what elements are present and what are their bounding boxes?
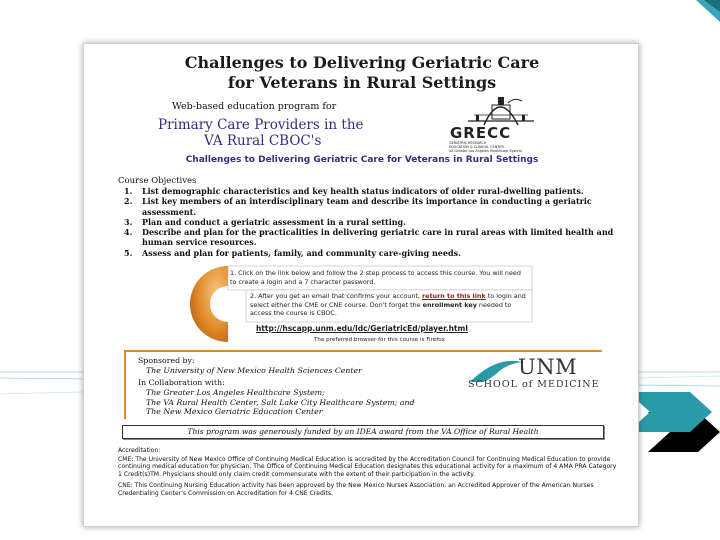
- grecc-name: GRECC: [450, 124, 512, 142]
- objective-number: 2.: [124, 196, 133, 207]
- slide-arrow-decoration: [628, 392, 720, 454]
- step-1-text: 1. Click on the link below and follow the 2 step process to access this course. You will need to create a login and a 7 character password.: [230, 269, 521, 286]
- funding-note: This program was generously funded by an IDEA award from the VA Office of Rural Health: [122, 425, 604, 439]
- enrollment-key-label: enrollment key: [422, 300, 477, 309]
- objective-text: List key members of an interdisciplinary team and describe its importance in conducting a geriatric assessment.: [142, 196, 592, 217]
- unm-logo-name: UNM: [518, 355, 578, 379]
- collab-heading: In Collaboration with:: [138, 378, 225, 387]
- slide-corner-decoration: [686, 0, 720, 34]
- grecc-line-3: VA Greater Los Angeles Healthcare System: [449, 149, 523, 153]
- accreditation-cne: CNE: This Continuing Nursing Education activity has been approved by the New Mexico Nurses Association, an Accredited Approver of the American Nurses Credentialing Center's Commission on Accreditation for 4 CNE Credits.: [118, 482, 594, 497]
- objective-text: Plan and conduct a geriatric assessment in a rural setting.: [142, 216, 406, 227]
- return-link[interactable]: return to this link: [422, 292, 486, 300]
- collab-item-3: The New Mexico Geriatric Education Center: [146, 407, 323, 416]
- objective-number: 4.: [124, 227, 133, 238]
- grecc-building-icon: [448, 91, 552, 127]
- course-url-link[interactable]: http://hscapp.unm.edu/ldc/GeriatricEd/player.html: [256, 324, 468, 333]
- title-line-2: for Veterans in Rural Settings: [227, 73, 497, 92]
- flyer-document: [83, 43, 639, 527]
- objective-text: Describe and plan for the practicalities in delivering geriatric care in rural areas with limited health and human service resources.: [142, 227, 614, 248]
- step-2-text: [250, 292, 530, 318]
- title-line-1: Challenges to Delivering Geriatric Care: [184, 53, 540, 72]
- objectives-list: [124, 186, 624, 258]
- audience: [158, 117, 364, 149]
- accreditation-cme: CME: The University of New Mexico Office of Continuing Medical Education is accredited by the Accreditation Council for Continuing Medical Education to provide continuing medical education for physician. The Office of Continuing Medical Education designates this educational activity for a maximum of 4 AMA PRA Category 1 Credit(s)TM. Physicians should only claim credit commensurate with the extent of their participation in the activity.: [118, 455, 617, 478]
- grecc-logo: [448, 91, 552, 151]
- grecc-line-1: GERIATRIC RESEARCH: [449, 141, 487, 145]
- objective-item: [124, 248, 624, 258]
- audience-line-1: Primary Care Providers in the: [158, 117, 364, 133]
- objective-item: [124, 217, 624, 227]
- program-type: Web-based education program for: [172, 101, 337, 112]
- grecc-line-2: EDUCATION & CLINICAL CENTER: [449, 145, 504, 149]
- sponsor-org: The University of New Mexico Health Sciences Center: [146, 366, 362, 375]
- objective-text: List demographic characteristics and key health status indicators of older rural-dwelling patients.: [142, 186, 584, 196]
- objective-number: 5.: [124, 247, 133, 258]
- accreditation: [118, 447, 618, 502]
- flyer-title: [84, 53, 639, 93]
- course-banner: Challenges to Delivering Geriatric Care for Veterans in Rural Settings: [185, 155, 539, 165]
- accreditation-heading: Accreditation:: [118, 447, 161, 454]
- objectives-heading: Course Objectives: [118, 176, 197, 186]
- objective-text: Assess and plan for patients, family, and community care-giving needs.: [142, 247, 461, 258]
- unm-school-name: SCHOOL of MEDICINE: [468, 379, 600, 390]
- step-2-part-c: needed to access the course is CBOC.: [250, 300, 512, 317]
- objective-item: [124, 186, 624, 196]
- collab-item-1: The Greater Los Angeles Healthcare System;: [146, 388, 325, 397]
- step-2-part-a: 2. After you get an email that confirms your account,: [250, 292, 420, 300]
- step-2-part-b: to login and select either the CME or CNE course. Don't forget the: [250, 292, 526, 309]
- objective-number: 3.: [124, 216, 133, 227]
- sponsor-heading: Sponsored by:: [138, 356, 195, 365]
- collab-item-2: The VA Rural Health Center, Salt Lake City Healthcare System; and: [146, 397, 415, 407]
- objective-item: [124, 227, 624, 248]
- objective-item: [124, 196, 624, 217]
- objective-number: 1.: [124, 186, 133, 196]
- audience-line-2: VA Rural CBOC's: [204, 133, 322, 149]
- browser-note: The preferred browser for this course is Firefox: [314, 337, 445, 343]
